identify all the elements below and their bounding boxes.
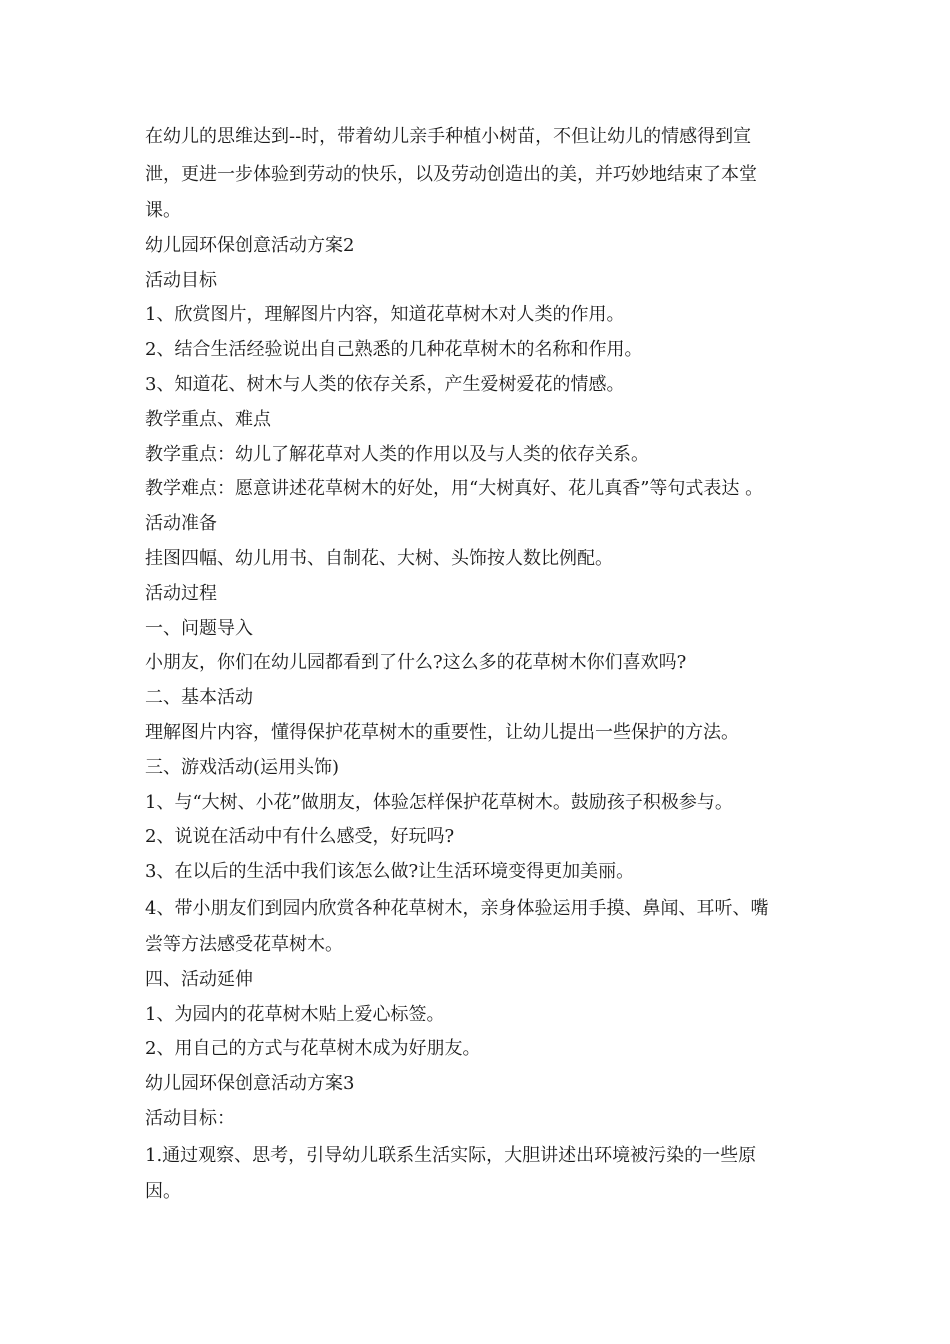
subheading: 三、游戏活动(运用头饰) [145, 756, 340, 778]
paragraph-line: 因。 [145, 1180, 181, 1202]
section-heading: 幼儿园环保创意活动方案3 [145, 1073, 355, 1095]
paragraph-line: 教学难点：愿意讲述花草树木的好处，用“大树真好、花儿真香”等句式表达 。 [145, 478, 764, 500]
list-item: 3、知道花、树木与人类的依存关系，产生爱树爱花的情感。 [145, 373, 625, 395]
section-heading: 幼儿园环保创意活动方案2 [145, 234, 355, 256]
paragraph-line: 理解图片内容，懂得保护花草树木的重要性，让幼儿提出一些保护的方法。 [145, 721, 739, 743]
list-item: 1、欣赏图片，理解图片内容，知道花草树木对人类的作用。 [145, 304, 625, 326]
document-body [145, 118, 813, 1210]
paragraph-line: 课。 [145, 200, 181, 221]
paragraph-line: 在幼儿的思维达到--时，带着幼儿亲手种植小树苗，不但让幼儿的情感得到宣 [145, 126, 752, 147]
list-item: 2、用自己的方式与花草树木成为好朋友。 [145, 1038, 481, 1060]
list-item: 2、说说在活动中有什么感受，好玩吗? [145, 826, 455, 848]
subheading: 活动目标 [145, 269, 217, 291]
subheading: 一、问题导入 [145, 617, 253, 639]
list-item: 3、在以后的生活中我们该怎么做?让生活环境变得更加美丽。 [145, 861, 635, 883]
paragraph-line: 挂图四幅、幼儿用书、自制花、大树、头饰按人数比例配。 [145, 547, 613, 569]
paragraph-line: 小朋友，你们在幼儿园都看到了什么?这么多的花草树木你们喜欢吗? [145, 652, 687, 674]
subheading: 二、基本活动 [145, 687, 253, 709]
list-item: 1、与“大树、小花”做朋友，体验怎样保护花草树木。鼓励孩子积极参与。 [145, 791, 733, 813]
subheading: 教学重点、难点 [145, 408, 271, 430]
list-item: 4、带小朋友们到园内欣赏各种花草树木，亲身体验运用手摸、鼻闻、耳听、嘴 [145, 897, 769, 919]
subheading: 活动目标： [145, 1107, 235, 1129]
paragraph-line: 尝等方法感受花草树木。 [145, 933, 343, 955]
paragraph-line: 泄，更进一步体验到劳动的快乐，以及劳动创造出的美，并巧妙地结束了本堂 [145, 164, 757, 185]
paragraph-line: 教学重点：幼儿了解花草对人类的作用以及与人类的依存关系。 [145, 443, 649, 465]
list-item: 1、为园内的花草树木贴上爱心标签。 [145, 1003, 445, 1025]
subheading: 四、活动延伸 [145, 968, 253, 990]
subheading: 活动过程 [145, 582, 217, 604]
list-item: 1.通过观察、思考，引导幼儿联系生活实际，大胆讲述出环境被污染的一些原 [145, 1144, 757, 1166]
list-item: 2、结合生活经验说出自己熟悉的几种花草树木的名称和作用。 [145, 339, 643, 361]
subheading: 活动准备 [145, 513, 217, 535]
